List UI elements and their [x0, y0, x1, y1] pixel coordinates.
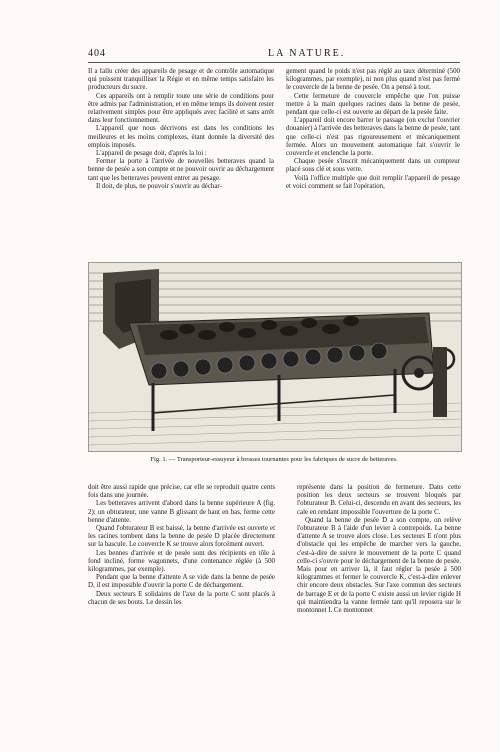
- paragraph: Quand l'obturateur B est baissé, la benne d'arrivée est ouverte et les racines tombent dans la benne de pesée D placée directement sur la bascule. Le couvercle K se trouve alors forcément ouvert.: [88, 525, 275, 549]
- text-column-top-right: [286, 68, 460, 249]
- paragraph: Les bennes d'arrivée et de pesée sont des récipients en tôle à fond incliné, forme wagonnets, d'une contenance réglée (à 500 kilogrammes, par exemple).: [88, 549, 275, 574]
- paragraph: Voilà l'office multiple que doit remplir l'appareil de pesage et voici comment se fait l'opération,: [286, 174, 460, 190]
- paragraph: Il doit, de plus, ne pouvoir s'ouvrir au déchar-: [96, 182, 222, 190]
- paragraph: Ces appareils ont à remplir toute une série de conditions pour être admis par l'administration, et en même temps ils doivent rester relativement simples pour être appliqués avec facilité et sans arrêt dans leur fonctionnement.: [88, 92, 274, 125]
- paragraph: L'appareil doit encore barrer le passage (on exclut l'ouvrier douanier) à l'arrivée des betteraves dans la benne de pesée, tant que celle-ci n'est pas rigoureusement et mécaniquement fermée. Alors un mouvement automatique fait s'ouvrir le couvercle et enclenche la porte.: [286, 117, 460, 158]
- paragraph: gement quand le poids n'est pas réglé au taux déterminé (500 kilogrammes, par exemple), ni non plus quand n'est pas fermé le couvercle de la benne de pesée. On a pensé à tout.: [286, 68, 460, 92]
- engraving-illustration: [88, 262, 462, 452]
- paragraph: Chaque pesée s'inscrit mécaniquement dans un compteur placé sous clé et sous verre.: [286, 158, 460, 174]
- paragraph: Quand la benne de pesée D a son compte, on relève l'obturateur B à l'aide d'un levier à contrepoids. La benne d'attente A se trouve alors close. Les secteurs E n'ont plus d'obstacle qui les empêche de marcher vers la gauche, c'est-à-dire de suivre le mouvement de la porte C quand celle-ci s'ouvre pour le déchargement de la benne de pesée. Mais pour en arriver là, il faut régler la pesée à 500 kilogrammes et fermer le couvercle K, c'est-à-dire enlever chir encore deux obstacles. Sur l'axe commun des secteurs de barrage E et de la porte C existe aussi un levier rigide H qui maintiendra la vanne fermée tant qu'il reposera sur le montonnet I. Ce montonnet: [297, 516, 461, 615]
- text-column-bottom-left: [88, 484, 275, 722]
- transporter-machine-engraving: [89, 263, 461, 451]
- paragraph: Les betteraves arrivent d'abord dans la benne supérieure A (fig. 2); un obturateur, une vanne B glissant de haut en bas, ferme cette benne d'attente.: [88, 500, 275, 524]
- paragraph: Cette fermeture de couvercle empêche que l'on puisse mettre à la main quelques racines dans la benne de pesée, pendant que celle-ci est ouverte au départ de la pesée faite.: [286, 92, 460, 117]
- text-column-bottom-right: [297, 484, 461, 722]
- paragraph: L'appareil de pesage doit, d'après la loi :: [96, 150, 207, 158]
- paragraph: doit être aussi rapide que précise, car elle se reproduit quatre cents fois dans une journée.: [88, 484, 275, 500]
- paragraph: L'appareil que nous décrivons est dans les conditions les meilleures et les moins complexes, étant donnée la diversité des emplois imposés.: [88, 125, 274, 149]
- paragraph: Fermer la porte à l'arrivée de nouvelles betteraves quand la benne de pesée a son compte et ne pouvoir ouvrir au déchargement tant que les betteraves peuvent entrer au pesage.: [88, 158, 274, 182]
- text-column-top-left: [88, 68, 274, 249]
- page-header: [88, 48, 460, 63]
- paragraph: Deux secteurs E solidaires de l'axe de la porte C sont placés à chacun de ses bouts. Le dessin les: [88, 590, 275, 606]
- figure-caption: Fig. 1. — Transporteur-essuyeur à brosses tournantes pour les fabriques de sucre de betteraves.: [150, 456, 398, 463]
- page-number: 404: [88, 48, 106, 59]
- journal-title: LA NATURE.: [268, 48, 346, 59]
- paragraph: Il a fallu créer des appareils de pesage et de contrôle automatique qui puissent tranquilliser la Régie et en même temps satisfaire les producteurs du sucre.: [88, 68, 274, 92]
- paragraph: Pendant que la benne d'attente A se vide dans la benne de pesée D, il est impossible d'ouvrir la porte C de déchargement.: [88, 574, 275, 590]
- paragraph: représente dans la position de fermeture. Dans cette position les deux secteurs se trouvent bloqués par l'obturateur B. Celui-ci, descendu en avant des secteurs, les cale en rendant impossible l'ouverture de la porte C.: [297, 484, 461, 516]
